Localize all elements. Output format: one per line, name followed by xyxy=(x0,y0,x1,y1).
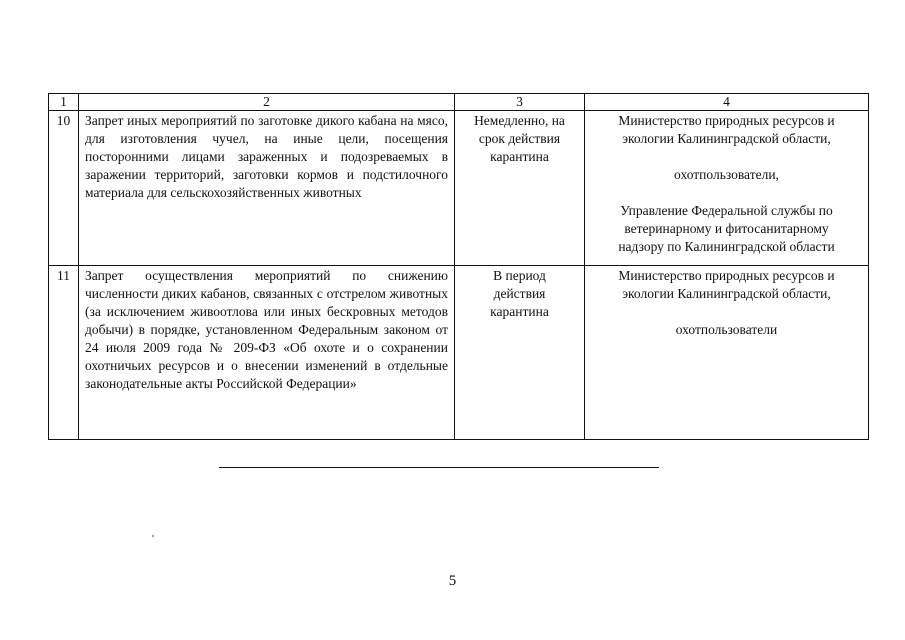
header-cell-3: 3 xyxy=(455,94,585,111)
header-row xyxy=(49,94,869,111)
executor-line: надзору по Калининградской области xyxy=(618,239,835,254)
section-divider xyxy=(219,467,659,468)
page-number-container xyxy=(0,573,905,590)
period-line: Немедленно, на xyxy=(474,113,565,128)
table-row xyxy=(49,111,869,266)
scan-speck xyxy=(152,535,154,537)
executor-line: экологии Калининградской области, xyxy=(622,286,831,301)
executor-line: охотпользователи, xyxy=(674,167,779,182)
executor-line: Управление Федеральной службы по xyxy=(620,203,833,218)
page-number: 5 xyxy=(448,573,457,589)
measure-executors xyxy=(585,111,869,266)
header-cell-2: 2 xyxy=(79,94,455,111)
measure-description: Запрет иных мероприятий по заготовке дикого кабана на мясо, для изготовления чучел, на иные цели, посещения посторонними лицами зараженных и подозреваемых в заражении территорий, заготовки кормов и подстилочного материала для сельскохозяйственных животных xyxy=(79,111,455,266)
period-line: карантина xyxy=(490,304,549,319)
row-number: 11 xyxy=(49,266,79,440)
period-line: срок действия xyxy=(478,131,561,146)
measure-description: Запрет осуществления мероприятий по снижению численности диких кабанов, связанных с отстрелом животных (за исключением живоотлова или иных бескровных методов добычи) в порядке, установленном Федеральным законом от 24 июля 2009 года № 209-ФЗ «Об охоте и о сохранении охотничьих ресурсов и о внесении изменений в отдельные законодательные акты Российской Федерации» xyxy=(79,266,455,440)
measure-period xyxy=(455,266,585,440)
measure-period xyxy=(455,111,585,266)
period-line: карантина xyxy=(490,149,549,164)
header-cell-1: 1 xyxy=(49,94,79,111)
measure-executors xyxy=(585,266,869,440)
header-cell-4: 4 xyxy=(585,94,869,111)
period-line: В период xyxy=(493,268,546,283)
measures-table xyxy=(48,93,869,440)
period-line: действия xyxy=(493,286,546,301)
executor-line: Министерство природных ресурсов и xyxy=(618,113,835,128)
executor-line: Министерство природных ресурсов и xyxy=(618,268,835,283)
executor-line: охотпользователи xyxy=(675,322,778,337)
row-number: 10 xyxy=(49,111,79,266)
executor-line: ветеринарному и фитосанитарному xyxy=(624,221,829,236)
table-row xyxy=(49,266,869,440)
executor-line: экологии Калининградской области, xyxy=(622,131,831,146)
